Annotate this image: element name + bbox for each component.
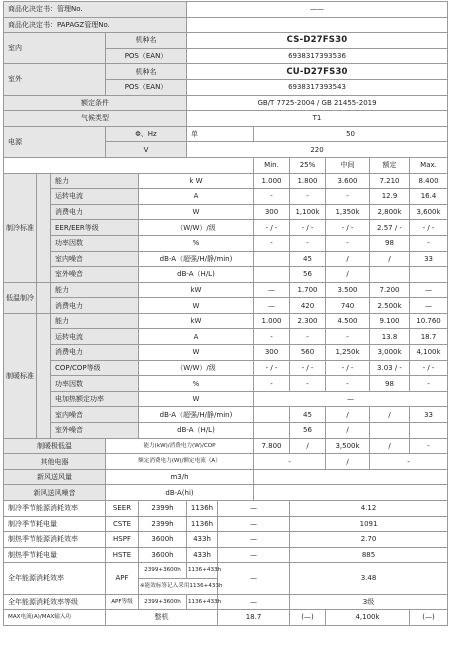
heating-row — [4, 313, 448, 329]
row-name: 室外噪音 — [51, 267, 139, 283]
cell-value: — — [218, 532, 290, 548]
cell-value: 56 — [290, 267, 326, 283]
climate-value: T1 — [187, 111, 448, 127]
lowtemp-row — [4, 282, 448, 298]
cell-value: - — [410, 438, 448, 454]
cell-value: 740 — [326, 298, 370, 314]
apf-hours: 2399+3600h — [139, 563, 187, 579]
cell-value: 3,600k — [410, 204, 448, 220]
cell-value: 12.9 — [370, 189, 410, 205]
cell-value: 2.70 — [290, 532, 448, 548]
cell-value: 33 — [410, 407, 448, 423]
row-unit: 整机 — [106, 610, 218, 626]
lowtemp-row — [4, 298, 448, 314]
row-unit: W — [139, 298, 254, 314]
cell-value: 98 — [370, 235, 410, 251]
cell-value: - — [326, 376, 370, 392]
row-unit: W — [139, 345, 254, 361]
group-spacer — [37, 173, 51, 282]
cell-value: - — [254, 376, 290, 392]
cell-value: 56 — [290, 423, 326, 439]
model-label: 机种名 — [106, 33, 187, 49]
header-label: 商品化决定书：PAPAGZ管理No. — [4, 17, 187, 33]
seasonal-row — [4, 501, 448, 517]
row-unit: W — [139, 204, 254, 220]
cell-value: 18.7 — [410, 329, 448, 345]
cooling-label: 制冷标准 — [4, 173, 37, 282]
row-name: 制热季节耗电量 — [4, 547, 106, 563]
row-unit: dB-A（超强/H/静/min) — [139, 251, 254, 267]
row-unit: dB-A（超强/H/静/min) — [139, 407, 254, 423]
row-name: 全年能源消耗效率等级 — [4, 594, 106, 610]
apf-hours: 1136+433h — [187, 594, 218, 610]
cell-value: - — [254, 329, 290, 345]
cell-value: 3.500 — [326, 282, 370, 298]
seasonal-hours: 2399h — [139, 516, 187, 532]
cell-value: 3,500k — [326, 438, 370, 454]
cell-value: 1.700 — [290, 282, 326, 298]
indoor-pos: 6938317393536 — [187, 48, 448, 64]
cell-value: 4,100k — [410, 345, 448, 361]
row-unit: kW — [139, 282, 254, 298]
cell-value: - / - — [254, 360, 290, 376]
seasonal-hours: 2399h — [139, 501, 187, 517]
cell-value: / — [370, 438, 410, 454]
cell-value: / — [370, 251, 410, 267]
cell-value: 10.760 — [410, 313, 448, 329]
cell-value: 1,350k — [326, 204, 370, 220]
cell-value: 3.48 — [290, 563, 448, 594]
apf-row — [4, 563, 448, 579]
row-unit: 额定消费电力(W)/额定电流（A） — [106, 454, 254, 470]
apf-hours: 2399+3600h — [139, 594, 187, 610]
row-name: 消费电力 — [51, 345, 139, 361]
header-value — [187, 17, 448, 33]
cooling-noise-out-row — [4, 267, 448, 283]
row-unit: （W/W）/级 — [139, 360, 254, 376]
aux-heater-row — [4, 454, 448, 470]
cell-value — [254, 423, 290, 439]
rating-label: 额定条件 — [4, 95, 187, 111]
cell-value: — — [410, 298, 448, 314]
cell-value: - / - — [326, 220, 370, 236]
cell-value: - — [254, 189, 290, 205]
cell-value: 1,250k — [326, 345, 370, 361]
seasonal-key: CSTE — [106, 516, 139, 532]
power-phase: 单 — [187, 126, 254, 142]
cell-value: / — [326, 423, 370, 439]
column-header: Max. — [410, 157, 448, 173]
row-unit: （W/W）/级 — [139, 220, 254, 236]
cell-value: 45 — [290, 251, 326, 267]
seasonal-row — [4, 532, 448, 548]
outdoor-label: 室外 — [4, 64, 106, 95]
column-header: 25% — [290, 157, 326, 173]
row-name: 能力 — [51, 313, 139, 329]
cell-value — [254, 469, 448, 485]
cell-value: 33 — [410, 251, 448, 267]
cell-value: - / - — [410, 360, 448, 376]
cell-value: / — [326, 251, 370, 267]
apf-note: ※能效标签记入采用1136+433h — [139, 578, 218, 594]
cell-value: 2,800k — [370, 204, 410, 220]
cell-value: — — [218, 516, 290, 532]
climate-label: 气候类型 — [4, 111, 187, 127]
seasonal-hours: 3600h — [139, 547, 187, 563]
row-unit: A — [139, 189, 254, 205]
seasonal-hours: 433h — [187, 532, 218, 548]
row-name: 新风送风量 — [4, 469, 106, 485]
row-name: 能力 — [51, 173, 139, 189]
power-row-1 — [4, 126, 448, 142]
cell-value: — — [218, 594, 290, 610]
cell-value: 4.500 — [326, 313, 370, 329]
cell-value: — — [218, 547, 290, 563]
row-name: COP/COP等级 — [51, 360, 139, 376]
pos-label: POS（EAN） — [106, 48, 187, 64]
cell-value: — — [410, 282, 448, 298]
apf-grade-key: APF等级 — [106, 594, 139, 610]
cell-value: — — [254, 298, 290, 314]
pos-label: POS（EAN） — [106, 79, 187, 95]
column-header: Min. — [254, 157, 290, 173]
seasonal-hours: 1136h — [187, 501, 218, 517]
seasonal-key: HSPF — [106, 532, 139, 548]
row-unit: 能力(kW)/消费电力(W)/COP — [106, 438, 254, 454]
indoor-model-row — [4, 33, 448, 49]
cell-value: 7.210 — [370, 173, 410, 189]
cell-value: / — [326, 407, 370, 423]
header-row-1 — [4, 2, 448, 18]
cell-value: 4,100k — [326, 610, 410, 626]
lowtemp-label: 低温制冷 — [4, 282, 37, 313]
cell-value: - / - — [410, 220, 448, 236]
cooling-row — [4, 235, 448, 251]
group-spacer — [37, 282, 51, 313]
outdoor-model: CU-D27FS30 — [187, 64, 448, 80]
header-value: —— — [187, 2, 448, 18]
cell-value: 1.000 — [254, 313, 290, 329]
cell-value: / — [326, 267, 370, 283]
cell-value: 3.600 — [326, 173, 370, 189]
fresh-air-row — [4, 469, 448, 485]
cell-value: 300 — [254, 345, 290, 361]
cell-value: — — [218, 563, 290, 594]
cell-value: 1,100k — [290, 204, 326, 220]
row-name: 功率因数 — [51, 376, 139, 392]
row-name: 室外噪音 — [51, 423, 139, 439]
cell-value: - — [290, 376, 326, 392]
power-phase-label: Φ、Hz — [106, 126, 187, 142]
cell-value: 2.300 — [290, 313, 326, 329]
cooling-row — [4, 189, 448, 205]
cell-value: - — [290, 189, 326, 205]
cell-value — [370, 267, 410, 283]
heating-row — [4, 329, 448, 345]
cell-value: — — [218, 501, 290, 517]
row-name: 室内噪音 — [51, 407, 139, 423]
indoor-model: CS-D27FS30 — [187, 33, 448, 49]
cell-value: - — [254, 454, 326, 470]
row-name: 能力 — [51, 282, 139, 298]
row-name: 制热季节能源消耗效率 — [4, 532, 106, 548]
seasonal-key: HSTE — [106, 547, 139, 563]
row-name: 制暖极低温 — [4, 438, 106, 454]
apf-grade-row — [4, 594, 448, 610]
header-label: 商品化决定书：管理No. — [4, 2, 187, 18]
row-name: 新风送风噪音 — [4, 485, 106, 501]
cell-value — [370, 423, 410, 439]
row-name: 运转电流 — [51, 329, 139, 345]
heating-aux-row — [4, 391, 448, 407]
row-unit: A — [139, 329, 254, 345]
cell-value — [410, 267, 448, 283]
cell-value: - — [370, 454, 448, 470]
cell-value: / — [290, 438, 326, 454]
row-name: 消费电力 — [51, 204, 139, 220]
outdoor-pos: 6938317393543 — [187, 79, 448, 95]
group-spacer — [37, 313, 51, 438]
seasonal-hours: 433h — [187, 547, 218, 563]
cell-value: 3.03 / - — [370, 360, 410, 376]
cell-value: / — [370, 407, 410, 423]
apf-key: APF — [106, 563, 139, 594]
seasonal-row — [4, 516, 448, 532]
cell-value: - / - — [290, 360, 326, 376]
heating-noise-out-row — [4, 423, 448, 439]
fresh-noise-row — [4, 485, 448, 501]
rating-row — [4, 95, 448, 111]
row-name: 其他电器 — [4, 454, 106, 470]
row-name: 运转电流 — [51, 189, 139, 205]
rating-value: GB/T 7725-2004 / GB 21455-2019 — [187, 95, 448, 111]
row-unit: dB-A(hi) — [106, 485, 254, 501]
cell-value: 300 — [254, 204, 290, 220]
row-name: 全年能源消耗效率 — [4, 563, 106, 594]
max-current-row — [4, 610, 448, 626]
cell-value: - / - — [254, 220, 290, 236]
climate-row — [4, 111, 448, 127]
row-unit: k W — [139, 173, 254, 189]
row-name: 制冷季节耗电量 — [4, 516, 106, 532]
heating-row — [4, 360, 448, 376]
cell-value: 9.100 — [370, 313, 410, 329]
cell-value: 1091 — [290, 516, 448, 532]
seasonal-hours: 1136h — [187, 516, 218, 532]
column-header: 额定 — [370, 157, 410, 173]
column-header: 中间 — [326, 157, 370, 173]
row-name: 室内噪音 — [51, 251, 139, 267]
spec-table — [3, 1, 448, 626]
cell-value — [254, 407, 290, 423]
cell-value: 7.200 — [370, 282, 410, 298]
cell-value: - / - — [290, 220, 326, 236]
cell-value: 3,000k — [370, 345, 410, 361]
cell-value: 420 — [290, 298, 326, 314]
heating-row — [4, 345, 448, 361]
cell-value: 45 — [290, 407, 326, 423]
cell-value: 1.000 — [254, 173, 290, 189]
power-voltage: 220 — [187, 142, 448, 158]
cell-value: 2.57 / - — [370, 220, 410, 236]
cell-value: - — [326, 329, 370, 345]
header-row-2 — [4, 17, 448, 33]
cooling-noise-in-row — [4, 251, 448, 267]
row-unit: kW — [139, 313, 254, 329]
cell-value — [254, 267, 290, 283]
cell-value: 560 — [290, 345, 326, 361]
row-unit: % — [139, 376, 254, 392]
cell-value: 98 — [370, 376, 410, 392]
cell-value: 885 — [290, 547, 448, 563]
cell-value: - — [290, 235, 326, 251]
heating-row — [4, 376, 448, 392]
row-unit: W — [139, 391, 254, 407]
lowheat-row — [4, 438, 448, 454]
cell-value — [254, 251, 290, 267]
power-label: 电源 — [4, 126, 106, 157]
cooling-row — [4, 204, 448, 220]
cell-value: - — [254, 235, 290, 251]
cell-value: - / - — [326, 360, 370, 376]
column-header-spacer — [4, 157, 254, 173]
row-name: 消费电力 — [51, 298, 139, 314]
heating-label: 制暖标准 — [4, 313, 37, 438]
cell-value: 4.12 — [290, 501, 448, 517]
power-frequency: 50 — [254, 126, 448, 142]
apf-hours: 1136+433h — [187, 563, 218, 579]
cell-value: 2.500k — [370, 298, 410, 314]
cell-value: (—) — [410, 610, 448, 626]
row-name: 电加热额定功率 — [51, 391, 139, 407]
cell-value: (—) — [290, 610, 326, 626]
cell-value: 7.800 — [254, 438, 290, 454]
cell-value: 18.7 — [218, 610, 290, 626]
row-unit: % — [139, 235, 254, 251]
cell-value — [410, 423, 448, 439]
seasonal-row — [4, 547, 448, 563]
cooling-row — [4, 220, 448, 236]
cooling-row — [4, 173, 448, 189]
cell-value: 8.400 — [410, 173, 448, 189]
cell-value: — — [254, 282, 290, 298]
model-label: 机种名 — [106, 64, 187, 80]
cell-value: / — [326, 454, 370, 470]
cell-value: 3级 — [290, 594, 448, 610]
indoor-label: 室内 — [4, 33, 106, 64]
cell-value: - — [410, 376, 448, 392]
seasonal-key: SEER — [106, 501, 139, 517]
row-name: MAX电流(A)/MAX输入功 — [4, 610, 106, 626]
cell-value: - — [326, 235, 370, 251]
row-name: EER/EER等级 — [51, 220, 139, 236]
column-header-row — [4, 157, 448, 173]
outdoor-model-row — [4, 64, 448, 80]
power-voltage-label: V — [106, 142, 187, 158]
row-unit: dB-A（H/L) — [139, 423, 254, 439]
cell-value: - — [326, 189, 370, 205]
seasonal-hours: 3600h — [139, 532, 187, 548]
row-name: 功率因数 — [51, 235, 139, 251]
row-unit: dB-A（H/L) — [139, 267, 254, 283]
cell-value: - — [290, 329, 326, 345]
cell-value: 1.800 — [290, 173, 326, 189]
cell-value: — — [254, 391, 448, 407]
heating-noise-in-row — [4, 407, 448, 423]
row-name: 制冷季节能源消耗效率 — [4, 501, 106, 517]
cell-value: 13.8 — [370, 329, 410, 345]
cell-value: 16.4 — [410, 189, 448, 205]
cell-value: - — [410, 235, 448, 251]
cell-value — [254, 485, 448, 501]
row-unit: m3/h — [106, 469, 254, 485]
